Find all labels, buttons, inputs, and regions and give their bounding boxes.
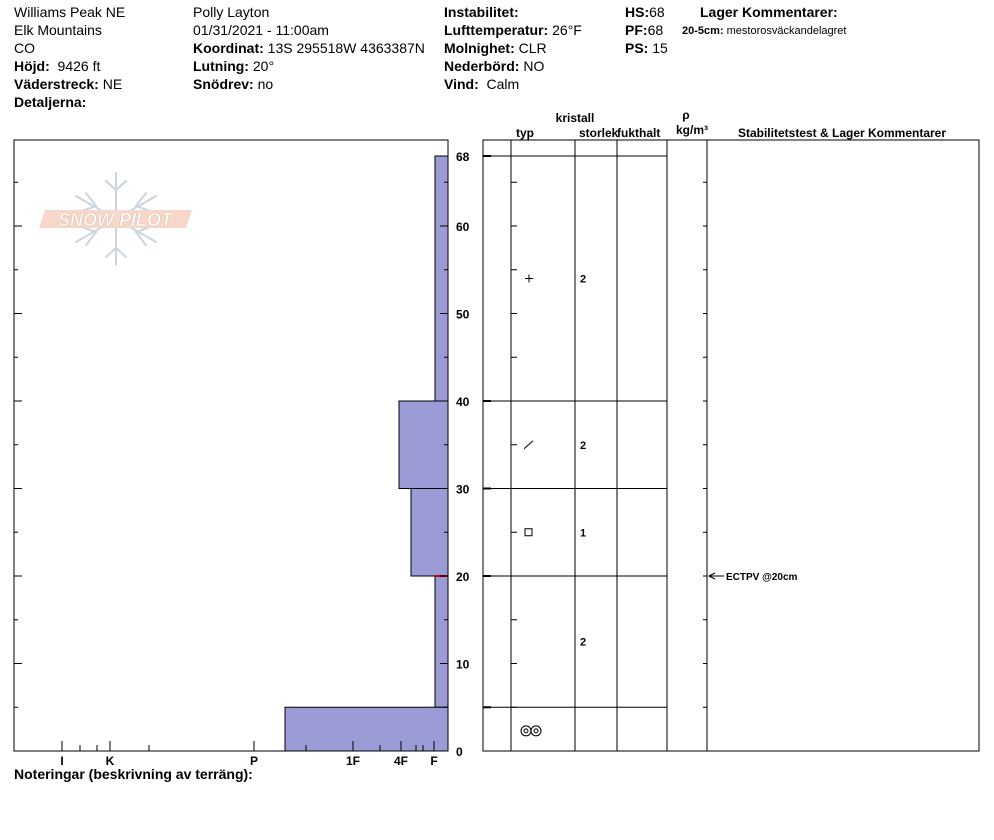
density-unit-header: kg/m³ — [675, 123, 709, 137]
coordinate-label: Koordinat: — [193, 40, 264, 56]
hardness-bar — [285, 707, 448, 751]
hardness-label: 4F — [393, 754, 409, 768]
grain-size: 1 — [580, 527, 587, 540]
hardness-label: 1F — [345, 754, 361, 768]
depth-tick-label: 60 — [456, 220, 470, 234]
slash-icon — [524, 441, 533, 449]
state: CO — [14, 40, 35, 56]
column-dividers — [511, 140, 707, 751]
rho-header: ρ — [682, 108, 690, 122]
layer-comment-text: mestorosväckandelagret — [726, 25, 847, 37]
details-label: Detaljerna: — [14, 94, 87, 110]
stability-tests — [709, 572, 798, 583]
pf-label: PF: — [625, 22, 648, 38]
size-header: storlek — [579, 126, 619, 140]
hardness-label: K — [105, 754, 115, 768]
precip-value: NO — [523, 58, 545, 74]
type-header: typ — [516, 126, 534, 140]
drift-label: Snödrev: — [193, 76, 254, 92]
hardness-label: P — [249, 754, 259, 768]
melt-freeze-ring — [531, 726, 541, 736]
hs-value: 68 — [649, 4, 665, 20]
melt-freeze-ring — [521, 726, 531, 736]
sky-label: Molnighet: — [444, 40, 515, 56]
aspect-label: Väderstreck: — [14, 76, 99, 92]
hardness-bar — [435, 156, 448, 401]
crystal-header: kristall — [555, 111, 595, 125]
coordinate-value: 13S 295518W 4363387N — [267, 40, 425, 56]
wind-value: Calm — [486, 76, 520, 92]
layer-comment-depth: 20-5cm: — [682, 25, 724, 37]
grain-size: 2 — [580, 636, 587, 649]
location-name: Williams Peak NE — [14, 4, 126, 20]
pf-value: 68 — [647, 22, 664, 38]
wind-label: Vind: — [444, 76, 479, 92]
melt-freeze-icon — [521, 726, 541, 736]
hs-label: HS: — [625, 4, 650, 20]
hardness-axis — [60, 156, 448, 768]
observation-datetime: 01/31/2021 - 11:00am — [193, 22, 329, 38]
depth-tick-label: 0 — [456, 745, 463, 759]
depth-tick-label: 10 — [456, 657, 470, 672]
slope-label: Lutning: — [193, 58, 249, 74]
elevation-value: 9426 ft — [57, 58, 101, 74]
grain-table-frame — [483, 140, 979, 751]
terrain-notes-label: Noteringar (beskrivning av terräng): — [14, 766, 253, 782]
grain-size: 2 — [580, 439, 587, 452]
moisture-header: fukthalt — [617, 126, 661, 140]
aspect-value: NE — [102, 76, 123, 92]
grain-rows — [483, 156, 707, 736]
layer-comments-label: Lager Kommentarer: — [700, 4, 838, 20]
stability-test-label: ECTPV @20cm — [726, 572, 798, 583]
hardness-bars — [285, 156, 448, 751]
plus-icon — [525, 275, 533, 283]
sky-value: CLR — [518, 40, 547, 56]
ps-value: 15 — [652, 40, 668, 56]
grain-size: 2 — [580, 273, 587, 286]
depth-tick-label: 20 — [456, 570, 470, 584]
hardness-bar — [435, 576, 448, 707]
depth-tick-label: 40 — [456, 395, 470, 409]
depth-tick-label: 30 — [456, 482, 470, 497]
hardness-bar — [399, 401, 448, 489]
logo-text: SNOW PILOT — [58, 210, 172, 230]
melt-freeze-core — [524, 729, 528, 733]
ps-label: PS: — [625, 40, 649, 56]
airtemp-value: 26°F — [552, 22, 582, 38]
snowpilot-logo — [39, 173, 192, 265]
instability-label: Instabilitet: — [444, 4, 519, 20]
precip-label: Nederbörd: — [444, 58, 520, 74]
hardness-label: I — [60, 754, 64, 768]
depth-tick-label: 50 — [456, 307, 470, 322]
airtemp-label: Lufttemperatur: — [444, 22, 549, 38]
observer-name: Polly Layton — [193, 4, 270, 20]
hardness-bar — [411, 489, 448, 577]
depth-tick-label: 68 — [456, 150, 470, 164]
drift-value: no — [257, 76, 274, 92]
slope-value: 20° — [252, 58, 275, 74]
hardness-frame — [14, 140, 448, 751]
square-icon — [525, 529, 532, 536]
elevation-label: Höjd: — [14, 58, 50, 74]
mountain-range: Elk Mountains — [14, 22, 102, 38]
hardness-label: F — [430, 754, 438, 768]
melt-freeze-core — [534, 729, 538, 733]
stability-header: Stabilitetstest & Lager Kommentarer — [737, 126, 947, 140]
